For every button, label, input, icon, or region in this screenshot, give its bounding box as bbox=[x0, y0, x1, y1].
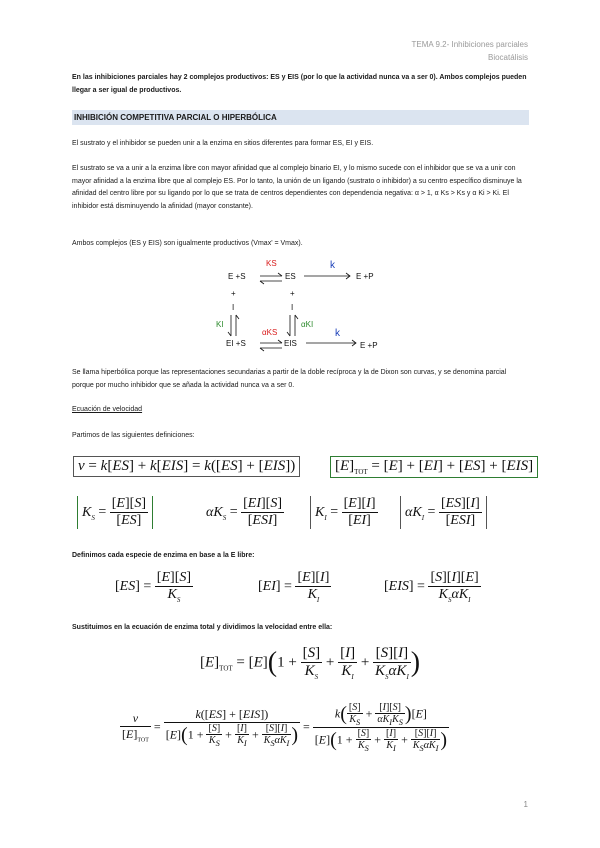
equation-enzyme-total: $[E]_{TOT} = [E] + [EI] + [ES] + [EIS]$ bbox=[330, 456, 538, 478]
paragraph-species: Definimos cada especie de enzima en base a la E libre: bbox=[72, 552, 255, 559]
equation-eis-species: [EIS] = $\frac{[S][I][E]}{K_S\alpha K_I}$ bbox=[384, 570, 479, 604]
equation-ei-species: [EI] = $\frac{[E][I]}{K_I}$ bbox=[258, 570, 330, 604]
intro-paragraph: En las inhibiciones parciales hay 2 complejos productivos: ES y EIS (por lo que la actividad nunca va a ser 0). Ambos complejos pueden llegar a ser igual de productivos. bbox=[72, 74, 527, 94]
scheme-es: ES bbox=[285, 272, 296, 281]
equilibrium-arrow-top bbox=[260, 273, 282, 284]
header-topic: TEMA 9.2- Inhibiciones parciales bbox=[411, 40, 528, 49]
scheme-ks: KS bbox=[266, 259, 277, 268]
scheme-plus-right: + bbox=[290, 289, 295, 298]
equilibrium-arrow-right bbox=[287, 315, 298, 336]
scheme-aks: αKS bbox=[262, 328, 278, 337]
scheme-k-bottom: k bbox=[335, 328, 340, 339]
section-title: INHIBICIÓN COMPETITIVA PARCIAL O HIPERBÓLICA bbox=[72, 110, 529, 125]
page-number: 1 bbox=[523, 800, 528, 809]
scheme-i-left: I bbox=[232, 303, 235, 312]
equation-ks: $K_S$ = $\frac{[E][S]}{[ES]}$ bbox=[77, 496, 153, 529]
scheme-i-right: I bbox=[291, 303, 294, 312]
scheme-e-p-top: E +P bbox=[356, 272, 374, 281]
paragraph-hyperbolic: Se llama hiperbólica porque las representaciones secundarias a partir de la doble recíproca y la de Dixon son curvas, y se denomina parcial porque por mucho inhibidor que se añada la actividad nunca va a ser 0. bbox=[72, 369, 507, 389]
equation-aks: $\alpha K_S$ = $\frac{[EI][S]}{\text{[ESI]}}$ bbox=[206, 496, 282, 528]
equation-velocity-ratio: $\frac{v}{[E]_{TOT}}$ = k([ES] + [EIS]) [E](1 + $\frac{[S]}{K_S}$ + $\frac{[I]}{K_I}$ + $\frac{[S][I]}{K_S\alpha K_I}$ ) = k( $\frac{[S]}{K_S}$ + $\frac{[I][S]}{\alpha K_IK_S}$ )[E] [E](1 + $\frac{[S]}{K_S}$ + $\frac{[I]}{K_I}$ + $\frac{[S][I]}{K_S\alpha K_I}$ ) bbox=[122, 702, 448, 753]
paragraph-substitution: Sustituimos en la ecuación de enzima total y dividimos la velocidad entre ella: bbox=[72, 624, 333, 631]
scheme-ei-s: EI +S bbox=[226, 339, 246, 348]
scheme-e-s: E +S bbox=[228, 272, 246, 281]
equation-es-species: [ES] = $\frac{[E][S]}{K_S}$ bbox=[115, 570, 192, 604]
equation-ki: $K_I$ = $\frac{[E][I]}{[EI]}$ bbox=[310, 496, 382, 529]
scheme-e-p-bottom: E +P bbox=[360, 341, 378, 350]
paragraph-definitions: Partimos de las siguientes definiciones: bbox=[72, 432, 195, 439]
arrow-top bbox=[304, 273, 350, 279]
scheme-aki: αKI bbox=[301, 320, 314, 329]
equation-enzyme-total-expanded: $[E]_{TOT} = [E](1$ + $\frac{[S]}{K_S}$ + $\frac{[I]}{K_I}$ + $\frac{[S][I]}{K_S\alpha K_I}$ ) bbox=[200, 645, 421, 681]
page-header bbox=[412, 38, 529, 64]
scheme-k-top: k bbox=[330, 260, 335, 271]
paragraph-affinity: El sustrato se va a unir a la enzima libre con mayor afinidad que al complejo binario EI, y lo mismo sucede con el inhibidor que se va a unir con mayor afinidad a la enzima libre que al complejo ES. Por lo tanto, la unión de un ligando (sustrato o inhibidor) a su centro específico disminuye la afinidad del centro libre por su ligando por lo que se trata de centros dependientes con dependencia negativa: α > 1, α Ks > Ks y α Ki > Ki. El inhibidor está disminuyendo la afinidad (mayor constante). bbox=[72, 165, 522, 210]
equilibrium-arrow-left bbox=[228, 315, 239, 336]
header-subject: Biocatálisis bbox=[487, 53, 528, 62]
equation-velocity: v = k[ES] + k[EIS] = k([ES] + [EIS]) bbox=[73, 456, 300, 477]
equilibrium-arrow-bottom bbox=[260, 340, 282, 351]
paragraph-binding-sites: El sustrato y el inhibidor se pueden unir a la enzima en sitios diferentes para formar ES, EI y EIS. bbox=[72, 140, 374, 147]
scheme-plus-left: + bbox=[231, 289, 236, 298]
reaction-scheme bbox=[210, 252, 410, 357]
scheme-eis: EIS bbox=[284, 339, 297, 348]
arrow-bottom bbox=[306, 340, 356, 346]
subtitle-rate-equation: Ecuación de velocidad bbox=[72, 406, 143, 413]
scheme-ki: KI bbox=[216, 320, 224, 329]
paragraph-productive: Ambos complejos (ES y EIS) son igualmente productivos (Vmax' = Vmax). bbox=[72, 240, 303, 247]
equation-aki: $\alpha K_I$ = $\frac{[ES][I]}{\text{[ESI]}}$ bbox=[400, 496, 487, 529]
